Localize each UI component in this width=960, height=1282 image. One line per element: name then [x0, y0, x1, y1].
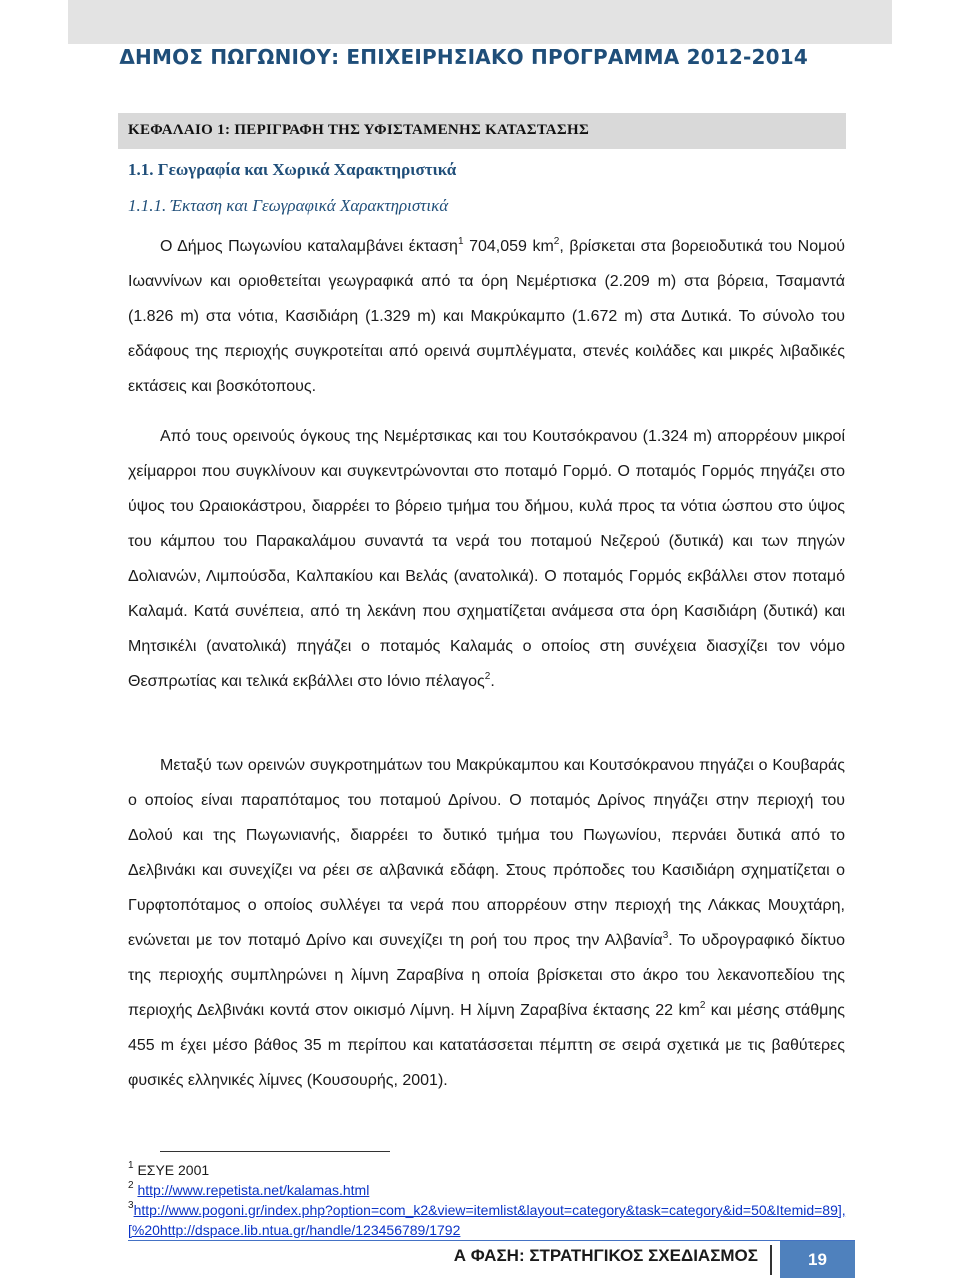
footnote-3-number: 3 [128, 1200, 134, 1211]
paragraph-area-part-a: Ο Δήμος Πωγωνίου καταλαμβάνει έκταση [160, 238, 458, 255]
footnotes [128, 1160, 848, 1240]
paragraph-drinos-lake: . Το υδρογραφικό δίκτυο της περιοχής συμπληρώνει η λίμνη Ζαραβίνα η οποία βρίσκεται στο άκρο του λεκανοπεδίου της περιοχής Δελβινάκι κοντά στον οικισμό Λίμνη. Η λίμνη Ζαραβίνα έκτασης 22 km [128, 932, 845, 1019]
paragraph-rivers-text: Από τους ορεινούς όγκους της Νεμέρτσικας και του Κουτσόκρανου (1.324 m) απορρέουν μικροί χείμαρροι που συγκλίνουν και συγκεντρώνονται στο ποταμό Γορμό. Ο ποταμός Γορμός πηγάζει στο ύψος του Ωραιοκάστρου, διαρρέει το βόρειο τμήμα του δήμου, κυλά προς τα νότια ώσπου στο ύψος του κάμπου του Παρακαλάμου συναντά τα νερά του ποταμού Νεζερού (δυτικά) και των πηγών Δολιανών, Λιμπούσδα, Καλπακίου και Βελάς (ανατολικά). Ο ποταμός Γορμός εκβάλλει στον ποταμό Καλαμά. Κατά συνέπεια, από τη λεκάνη που σχηματίζεται ανάμεσα στα όρη Κασιδιάρη (δυτικά) και Μητσικέλι (ανατολικά) πηγάζει ο ποταμός Καλαμάς ο οποίος στη συνέχεια διασχίζει τον νόμο Θεσπρωτίας και τελικά εκβάλλει στο Ιόνιο πέλαγος [128, 428, 845, 690]
lake-area-exponent: 2 [699, 1000, 706, 1011]
footer-rule [128, 1240, 855, 1241]
paragraph-drinos-end: και μέσης στάθμης 455 m έχει μέσο βάθος 35 m περίπου και κατατάσσεται πέμπτη σε σειρά σχετικά με τις βαθύτερες φυσικές ελληνικές λίμνες (Κουσουρής, 2001). [128, 1002, 846, 1089]
footnote-2-number: 2 [128, 1180, 134, 1191]
footer-separator [770, 1245, 772, 1275]
paragraph-drinos-text: Μεταξύ των ορεινών συγκροτημάτων του Μακρύκαμπου και Κουτσόκρανου πηγάζει ο Κουβαράς ο οποίος είναι παραπόταμος του ποταμού Δρίνου. Ο ποταμός Δρίνος πηγάζει στην περιοχή του Δολού και της Πωγωνιανής, διαρρέει το δυτικό τμήμα του Πωγωνίου, περνάει δυτικά από το Δελβινάκι και συνεχίζει να ρέει σε αλβανικά εδάφη. Στους πρόποδες του Κασιδιάρη σχηματίζεται ο Γυρφτοπόταμος ο οποίος συλλέγει τα νερά που απορρέουν στην περιοχή της Λάκκας Μουχτάρη, ενώνεται με τον ποταμό Δρίνο και συνεχίζει τη ροή του προς την Αλβανία [128, 757, 845, 949]
footnote-3-link[interactable]: http://www.pogoni.gr/index.php?option=com_k2&view=itemlist&layout=category&task=category&id=50&Itemid=89],[%20http://dspace.lib.ntua.gr/handle/123456789/1792 [128, 1202, 846, 1238]
footnote-2-link[interactable]: http://www.repetista.net/kalamas.html [137, 1182, 370, 1198]
footnote-2 [128, 1180, 848, 1200]
footer-phase-title: Α ΦΑΣΗ: ΣΤΡΑΤΗΓΙΚΟΣ ΣΧΕΔΙΑΣΜΟΣ [453, 1246, 758, 1265]
area-unit-exponent: 2 [553, 236, 560, 247]
footnote-separator [160, 1151, 390, 1152]
footnote-1-number: 1 [128, 1160, 134, 1171]
footnote-3 [128, 1200, 848, 1240]
page-number: 19 [780, 1241, 855, 1278]
footnote-1-text: ΕΣΥΕ 2001 [137, 1162, 210, 1178]
section-heading-1-1-1: 1.1.1. Έκταση και Γεωγραφικά Χαρακτηριστικά [128, 196, 449, 215]
section-heading-1-1: 1.1. Γεωγραφία και Χωρικά Χαρακτηριστικά [128, 160, 457, 179]
header-band [68, 0, 892, 44]
footnote-ref-2[interactable]: 2 [484, 671, 491, 682]
paragraph-area-part-c: , βρίσκεται στα βορειοδυτικά του Νομού Ιωαννίνων και οριοθετείται γεωγραφικά από τα όρη Νεμέρτισκα (2.209 m) στα βόρεια, Τσαμαντά (1.826 m) στα νότια, Κασιδιάρη (1.329 m) και Μακρύκαμπο (1.672 m) στα Δυτικά. Το σύνολο του εδάφους της περιοχής συγκροτείται από ορεινά συμπλέγματα, στενές κοιλάδες και μικρές λιβαδικές εκτάσεις και βοσκότοπους. [128, 238, 845, 395]
chapter-title: ΚΕΦΑΛΑΙΟ 1: ΠΕΡΙΓΡΑΦΗ ΤΗΣ ΥΦΙΣΤΑΜΕΝΗΣ ΚΑΤΑΣΤΑΣΗΣ [128, 122, 590, 138]
paragraph-area-part-b: 704,059 km [463, 238, 554, 255]
paragraph-rivers: Από τους ορεινούς όγκους της Νεμέρτσικας και του Κουτσόκρανου (1.324 m) απορρέουν μικροί χείμαρροι που συγκλίνουν και συγκεντρώνονται στο ποταμό Γορμό. Ο ποταμός Γορμός πηγάζει στο ύψος του Ωραιοκάστρου, διαρρέει το βόρειο τμήμα του δήμου, κυλά προς τα νότια ώσπου στο ύψος του κάμπου του Παρακαλάμου συναντά τα νερά του ποταμού Νεζερού (δυτικά) και των πηγών Δολιανών, Λιμπούσδα, Καλπακίου και Βελάς (ανατολικά). Ο ποταμός Γορμός εκβάλλει στον ποταμό Καλαμά. Κατά συνέπεια, από τη λεκάνη που σχηματίζεται ανάμεσα στα όρη Κασιδιάρη (δυτικά) και Μητσικέλι (ανατολικά) πηγάζει ο ποταμός Καλαμάς ο οποίος στη συνέχεια διασχίζει τον νόμο Θεσπρωτίας και τελικά εκβάλλει στο Ιόνιο πέλαγος$^2$. [128, 428, 845, 690]
document-header-title: ΔΗΜΟΣ ΠΩΓΩΝΙΟΥ: ΕΠΙΧΕΙΡΗΣΙΑΚΟ ΠΡΟΓΡΑΜΜΑ 2012-2014 [119, 45, 808, 69]
chapter-heading-box [118, 113, 846, 149]
paragraph-area [128, 229, 845, 404]
footnote-1 [128, 1160, 848, 1180]
footnote-ref-1[interactable]: 1 [457, 236, 464, 247]
paragraph-drinos [128, 748, 845, 1098]
footnote-ref-3[interactable]: 3 [662, 930, 669, 941]
